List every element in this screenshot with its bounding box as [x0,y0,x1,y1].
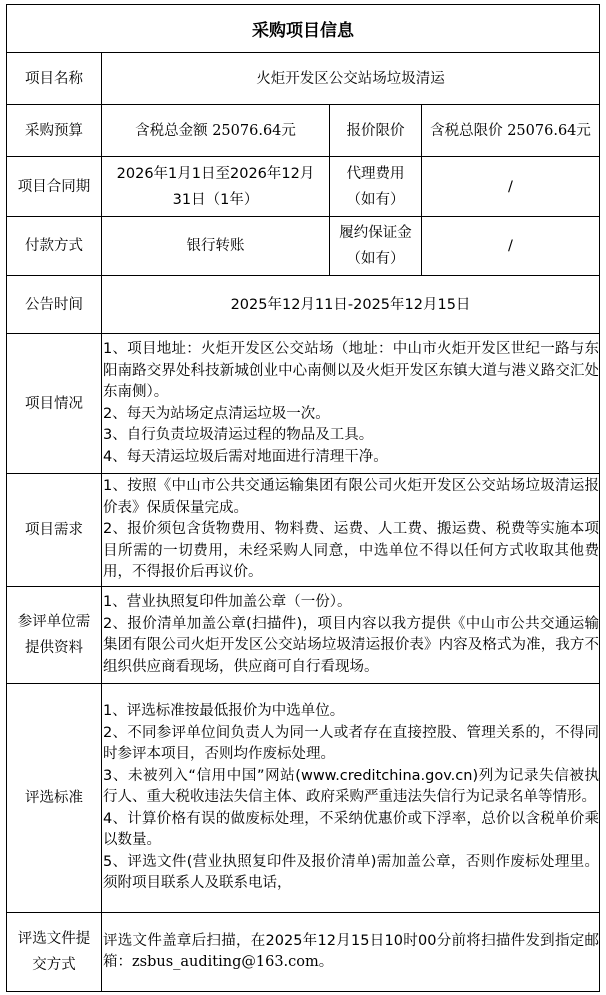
payment-method-value: 银行转账 [102,216,330,276]
list-item: 2、报价清单加盖公章(扫描件)，项目内容以我方提供《中山市公共交通运输集团有限公司火炬开发区公交站场垃圾清运报价表》内容及格式为准，我方不组织供应商看现场，供应商可自行看现场。 [103,615,599,675]
list-item: 1、营业执照复印件加盖公章（一份）。 [103,594,352,611]
selection-criteria-label: 评选标准 [7,684,102,913]
list-item: 4、计算价格有误的做废标处理，不采纳优惠价或下浮率，总价以含税单价乘以数量。 [103,810,599,849]
submission-method-content [102,913,600,992]
list-item: 4、每天清运垃圾后需对地面进行清理干净。 [103,448,388,465]
list-item: 3、未被列入“信用中国”网站(www.creditchina.gov.cn)列为记录失信被执行人、重大税收违法失信主体、政府采购严重违法失信行为记录名单等情形。 [103,767,599,806]
submission-method-label: 评选文件提交方式 [7,913,102,992]
project-name-value: 火炬开发区公交站场垃圾清运 [102,53,600,104]
project-info-label: 项目情况 [7,333,102,473]
budget-label: 采购预算 [7,104,102,156]
list-item: 1、项目地址：火炬开发区公交站场（地址：中山市火炬开发区世纪一路与东阳南路交界处科技新城创业中心南侧以及火炬开发区东镇大道与港义路交汇处东南侧）。 [103,341,599,401]
procurement-info-table [6,4,600,992]
submission-text: 评选文件盖章后扫描，在2025年12月15日10时00分前将扫描件发到指定邮箱： [103,932,599,971]
price-limit-label: 报价限价 [330,104,422,156]
project-requirements-label: 项目需求 [7,474,102,587]
agency-fee-label: 代理费用（如有） [330,157,422,217]
table-title: 采购项目信息 [7,5,600,53]
project-info-content [102,333,600,473]
required-documents-content [102,587,600,684]
notice-time-label: 公告时间 [7,276,102,334]
list-item: 1、评选标准按最低报价为中选单位。 [103,703,345,720]
list-item: 2、报价须包含货物费用、物料费、运费、人工费、搬运费、税费等实施本项目所需的一切费用，未经采购人同意，中选单位不得以任何方式收取其他费用，不得报价后再议价。 [103,521,599,581]
notice-time-value: 2025年12月11日-2025年12月15日 [102,276,600,334]
contract-period-value: 2026年1月1日至2026年12月31日（1年） [102,157,330,217]
list-item: 2、不同参评单位间负责人为同一人或者存在直接控股、管理关系的，不得同时参评本项目，否则均作废标处理。 [103,724,599,763]
agency-fee-value: / [422,157,600,217]
list-item: 5、评选文件(营业执照复印件及报价清单)需加盖公章，否则作废标处理里。须附项目联系人及联系电话， [103,853,599,892]
budget-value: 含税总金额 25076.64元 [102,104,330,156]
performance-bond-value: / [422,216,600,276]
contract-period-label: 项目合同期 [7,157,102,217]
project-requirements-content [102,474,600,587]
submission-email: zsbus_auditing@163.com [132,954,319,971]
list-item: 2、每天为站场定点清运垃圾一次。 [103,405,330,422]
selection-criteria-content [102,684,600,913]
price-limit-value: 含税总限价 25076.64元 [422,104,600,156]
project-name-label: 项目名称 [7,53,102,104]
required-documents-label: 参评单位需提供资料 [7,587,102,684]
list-item: 3、自行负责垃圾清运过程的物品及工具。 [103,427,374,444]
submission-suffix: 。 [318,954,334,971]
list-item: 1、按照《中山市公共交通运输集团有限公司火炬开发区公交站场垃圾清运报价表》保质保量完成。 [103,478,599,516]
payment-method-label: 付款方式 [7,216,102,276]
performance-bond-label: 履约保证金（如有） [330,216,422,276]
